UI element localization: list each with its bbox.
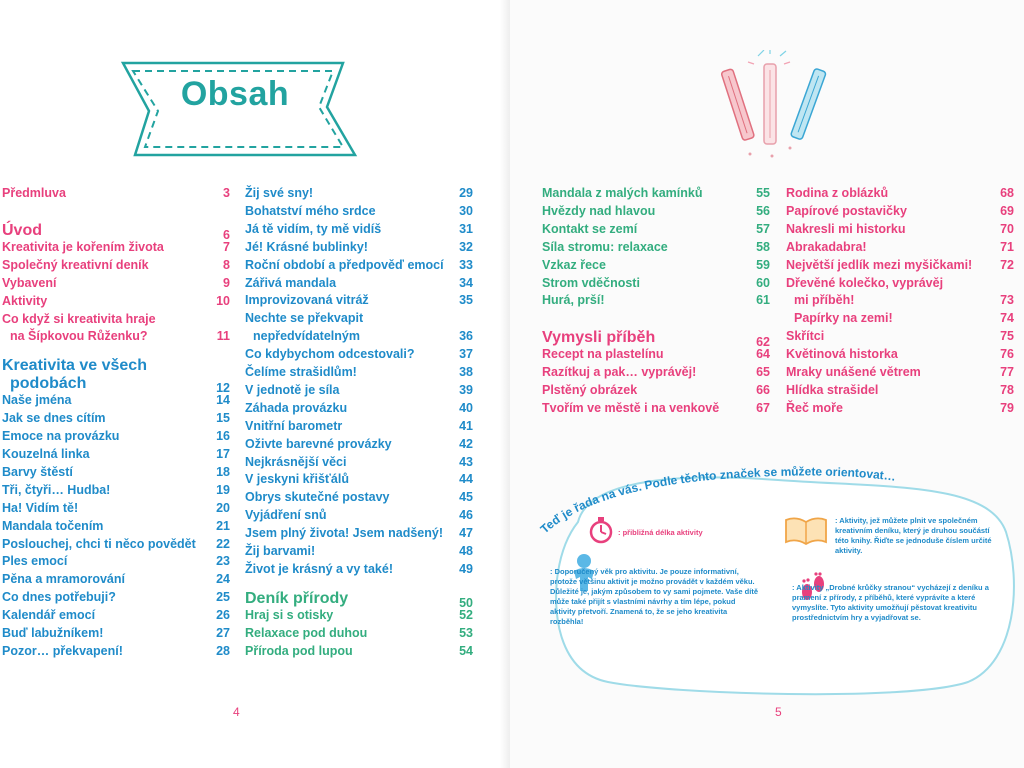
toc-entry-page: 60	[756, 275, 770, 290]
toc-entry-title: Naše jména	[2, 393, 72, 408]
toc-entry-title: Kalendář emocí	[2, 608, 96, 623]
toc-entry-title: Vymysli příběh	[542, 329, 656, 347]
toc-entry-title: Já tě vidím, ty mě vidíš	[245, 221, 382, 236]
toc-entry-page: 61	[756, 293, 770, 308]
toc-entry-page: 56	[756, 203, 770, 218]
toc-entry-title: Žij své sny!	[245, 186, 314, 200]
toc-entry-title: Největší jedlík mezi myšičkami!	[786, 257, 973, 272]
toc-entry-title: Čelíme strašidlům!	[245, 365, 357, 379]
toc-entry-page: 52	[459, 607, 473, 622]
toc-entry-title: Plstěný obrázek	[542, 383, 638, 398]
toc-entry-page: 58	[756, 239, 770, 254]
toc-entry-title: Život je krásný a vy také!	[245, 561, 393, 576]
toc-entry-title: na Šípkovou Růženku?	[10, 329, 148, 344]
left-page	[0, 0, 510, 768]
toc-entry-title: Hurá, prší!	[542, 293, 605, 308]
toc-entry-title: Papírky na zemi!	[794, 311, 893, 326]
toc-entry-title: Papírové postavičky	[786, 203, 907, 218]
toc-entry-page: 18	[216, 464, 230, 479]
toc-entry-title: Roční období a předpověď emocí	[245, 257, 444, 272]
legend-book-text: : Aktivity, jež můžete plnit ve společném kreativním deníku, který je druhou součástí této knihy. Řiďte se jednoduše číslem určité aktivity.	[835, 516, 992, 555]
toc-entry-page: 69	[1000, 203, 1014, 218]
toc-entry-page: 6	[223, 227, 230, 242]
toc-entry-page: 9	[223, 275, 230, 290]
toc-entry-page: 55	[756, 186, 770, 200]
toc-entry-page: 36	[459, 329, 473, 344]
toc-entry-page: 62	[756, 335, 770, 350]
toc-entry-title: Improvizovaná vitráž	[245, 293, 369, 308]
toc-entry-title: Květinová historka	[786, 347, 898, 362]
toc-entry-page: 11	[216, 329, 230, 344]
toc-entry-page: 28	[216, 643, 230, 658]
toc-entry-page: 48	[459, 544, 473, 558]
toc-entry-title: Nejkrásnější věci	[245, 454, 347, 469]
legend-child-text: : Doporučený věk pro aktivitu. Je pouze informativní, protože většinu aktivit je možno provádět v každém věku. Důležité je, jakým způsobem to vy sami pojmete. Vaše dítě může také přijít s vlastními návrhy a tím lépe, pokud aktivity přetvoří. Znamená to, že se jeho kreativita rozběhla!	[550, 567, 758, 626]
toc-entry-title: Zářivá mandala	[245, 275, 337, 290]
toc-entry-page: 39	[459, 382, 473, 397]
toc-entry-title: Strom vděčnosti	[542, 275, 640, 290]
toc-entry-page: 34	[459, 275, 473, 290]
toc-entry-page: 19	[216, 482, 230, 497]
toc-entry-page: 23	[216, 554, 230, 569]
toc-entry-title: Jsem plný života! Jsem nadšený!	[245, 526, 443, 541]
toc-entry-page: 20	[216, 500, 230, 515]
toc-entry-page: 68	[1000, 186, 1014, 200]
toc-column-2	[245, 186, 473, 666]
toc-entry-title: Ha! Vidím tě!	[2, 500, 79, 515]
book-icon	[784, 514, 828, 546]
stopwatch-icon	[588, 515, 614, 545]
toc-entry-title: Deník přírody	[245, 589, 349, 607]
toc-entry-title: Poslouchej, chci ti něco povědět	[2, 536, 196, 551]
toc-column-1	[2, 186, 230, 666]
toc-entry-title: Jak se dnes cítím	[2, 411, 106, 426]
toc-entry-title: Žij barvami!	[245, 544, 316, 558]
toc-entry-title: Bohatství mého srdce	[245, 203, 376, 218]
toc-entry-title: Mraky unášené větrem	[786, 365, 921, 379]
toc-entry-page: 21	[216, 518, 230, 533]
page-title: Obsah	[180, 75, 290, 113]
toc-entry-page: 33	[459, 257, 473, 272]
toc-entry-page: 42	[459, 436, 473, 451]
toc-entry-title: Ples emocí	[2, 554, 68, 569]
toc-entry-page: 8	[223, 257, 230, 272]
toc-entry-title: nepředvídatelným	[253, 329, 360, 344]
toc-entry-page: 66	[756, 383, 770, 398]
toc-entry-page: 46	[459, 508, 473, 523]
toc-entry-title: Relaxace pod duhou	[245, 625, 368, 640]
toc-entry-title: podobách	[10, 375, 87, 393]
toc-entry-title: Vzkaz řece	[542, 257, 606, 272]
toc-entry-title: Oživte barevné provázky	[245, 436, 392, 451]
toc-column-4	[786, 186, 1014, 426]
toc-entry-title: Kreativita je kořením života	[2, 239, 164, 254]
toc-entry-page: 17	[216, 447, 230, 461]
toc-entry-title: Vnitřní barometr	[245, 418, 343, 433]
toc-entry-title: Pozor… překvapení!	[2, 643, 123, 658]
toc-entry-title: Řeč moře	[786, 400, 843, 415]
toc-entry-title: Vyjádření snů	[245, 508, 327, 523]
toc-entry-title: Buď labužníkem!	[2, 626, 104, 640]
toc-entry-page: 79	[1000, 400, 1014, 415]
legend-stopwatch-text: : přibližná délka aktivity	[618, 528, 703, 537]
toc-entry-page: 77	[1000, 365, 1014, 379]
toc-entry-page: 26	[216, 608, 230, 623]
toc-entry-title: Kontakt se zemí	[542, 221, 638, 236]
toc-entry-page: 16	[216, 429, 230, 444]
legend-heading-text: Teď je řada na vás. Podle těchto značek se můžete orientovat…	[537, 464, 897, 537]
toc-entry-title: Rodina z oblázků	[786, 186, 889, 200]
toc-entry-page: 43	[459, 454, 473, 469]
toc-entry-title: Abrakadabra!	[786, 239, 867, 254]
toc-entry-title: Předmluva	[2, 186, 66, 200]
toc-entry-title: Co dnes potřebuji?	[2, 590, 116, 605]
right-page	[510, 0, 1024, 768]
toc-entry-title: Úvod	[2, 221, 42, 239]
toc-entry-page: 29	[459, 186, 473, 200]
toc-entry-page: 15	[216, 411, 230, 426]
toc-entry-page: 64	[756, 347, 770, 362]
toc-entry-page: 57	[756, 221, 770, 236]
toc-entry-title: Dřevěné kolečko, vyprávěj	[786, 275, 944, 290]
toc-entry-title: Skřítci	[786, 329, 825, 344]
toc-entry-page: 72	[1000, 257, 1014, 272]
toc-entry-title: Hlídka strašidel	[786, 382, 879, 397]
toc-entry-page: 27	[216, 626, 230, 640]
toc-entry-page: 45	[459, 490, 473, 505]
toc-entry-page: 41	[459, 418, 473, 433]
toc-entry-title: Pěna a mramorování	[2, 572, 125, 587]
toc-entry-title: Záhada provázku	[245, 400, 348, 415]
toc-entry-page: 53	[459, 625, 473, 640]
toc-entry-title: Kreativita ve všech	[2, 357, 147, 375]
toc-entry-title: Co kdybychom odcestovali?	[245, 347, 415, 362]
toc-entry-title: mi příběh!	[794, 293, 855, 308]
toc-entry-title: Nechte se překvapit	[245, 311, 364, 326]
toc-entry-page: 14	[216, 393, 230, 408]
toc-entry-title: Tvořím ve městě i na venkově	[542, 401, 720, 415]
toc-entry-page: 50	[459, 595, 473, 610]
toc-entry-page: 38	[459, 365, 473, 379]
toc-entry-page: 65	[756, 365, 770, 380]
toc-entry-page: 40	[459, 400, 473, 415]
toc-entry-title: Razítkuj a pak… vyprávěj!	[542, 365, 697, 380]
toc-entry-page: 73	[1000, 293, 1014, 308]
toc-entry-title: Obrys skutečné postavy	[245, 490, 390, 505]
toc-entry-title: Jé! Krásné bublinky!	[245, 239, 368, 254]
toc-entry-title: V jednotě je síla	[245, 382, 340, 397]
page-number-right: 5	[775, 705, 782, 719]
toc-entry-page: 44	[459, 472, 473, 487]
pencils-icon	[720, 50, 840, 160]
toc-entry-page: 37	[459, 347, 473, 362]
toc-entry-title: Hvězdy nad hlavou	[542, 203, 656, 218]
toc-entry-title: Společný kreativní deník	[2, 257, 149, 272]
toc-entry-title: Příroda pod lupou	[245, 643, 353, 658]
toc-entry-page: 47	[459, 526, 473, 541]
toc-entry-page: 24	[216, 572, 230, 587]
toc-entry-title: Aktivity	[2, 293, 48, 308]
toc-entry-title: Mandala z malých kamínků	[542, 186, 703, 200]
toc-entry-title: Co když si kreativita hraje	[2, 311, 156, 326]
toc-entry-page: 25	[216, 590, 230, 605]
legend-footprints-text: : Aktivity „Drobné krůčky stranou“ vycházejí z deníku a pramení z přírody, z příběhů, které vyprávíte a které vymyslíte. Tyto aktivity umožňují pěstovat kreativitu prostřednictvím hry a vyjadřovat se.	[792, 583, 989, 622]
toc-entry-page: 74	[1000, 311, 1014, 326]
toc-entry-page: 67	[756, 401, 770, 415]
toc-entry-page: 32	[459, 239, 473, 254]
toc-entry-page: 78	[1000, 382, 1014, 397]
toc-entry-title: Emoce na provázku	[2, 429, 120, 444]
toc-entry-title: Kouzelná linka	[2, 447, 90, 461]
toc-entry-title: Síla stromu: relaxace	[542, 239, 668, 254]
toc-entry-page: 70	[1000, 221, 1014, 236]
toc-entry-title: Barvy štěstí	[2, 464, 73, 479]
toc-entry-page: 30	[459, 203, 473, 218]
toc-entry-title: Vybavení	[2, 275, 57, 290]
toc-entry-page: 22	[216, 536, 230, 551]
toc-entry-page: 54	[459, 643, 473, 658]
toc-entry-title: Tři, čtyři… Hudba!	[2, 482, 111, 497]
toc-entry-page: 10	[216, 293, 230, 308]
toc-entry-page: 7	[223, 239, 230, 254]
toc-entry-page: 35	[459, 293, 473, 308]
toc-entry-page: 3	[223, 186, 230, 200]
toc-entry-title: Hraj si s otisky	[245, 607, 334, 622]
toc-entry-page: 31	[459, 221, 473, 236]
toc-entry-page: 75	[1000, 329, 1014, 344]
toc-entry-title: V jeskyni křišťálů	[245, 472, 349, 487]
toc-entry-page: 59	[756, 257, 770, 272]
page-number-left: 4	[233, 705, 240, 719]
toc-entry-title: Recept na plastelínu	[542, 347, 664, 362]
toc-entry-page: 49	[459, 561, 473, 576]
toc-entry-title: Nakresli mi historku	[786, 221, 906, 236]
toc-entry-title: Mandala točením	[2, 518, 104, 533]
toc-column-3	[542, 186, 770, 426]
toc-entry-page: 12	[216, 381, 230, 396]
toc-entry-page: 71	[1000, 239, 1014, 254]
toc-entry-page: 76	[1000, 347, 1014, 362]
